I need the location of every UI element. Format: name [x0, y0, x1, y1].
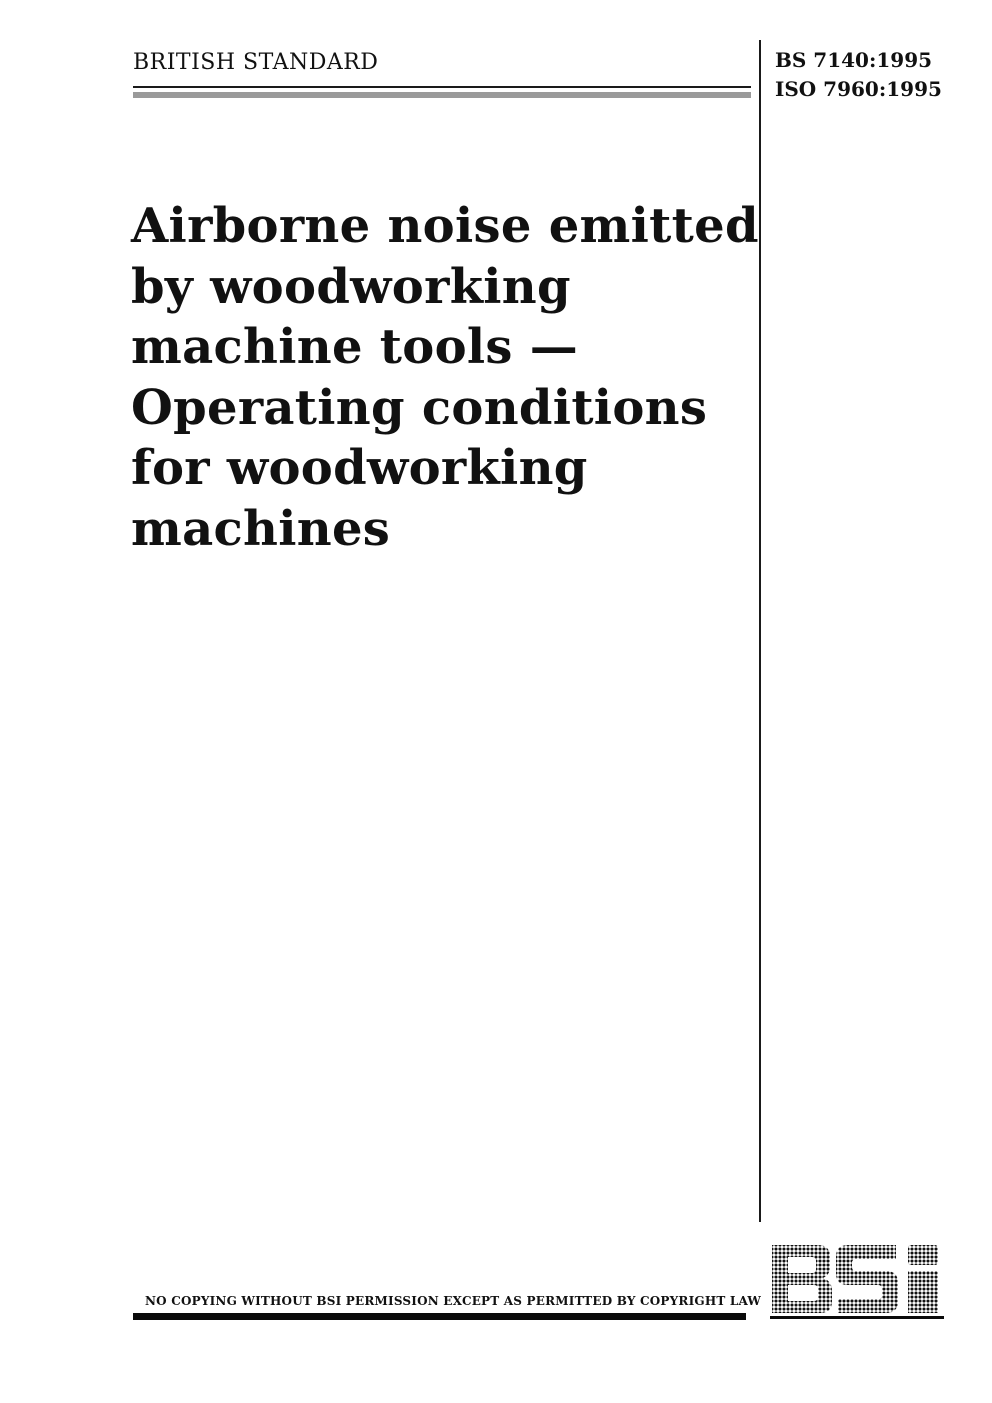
- title-line: Airborne noise emitted: [131, 198, 759, 254]
- vertical-divider: [759, 40, 761, 1222]
- bsi-logo-icon: [770, 1243, 944, 1315]
- bs-number: BS 7140:1995: [775, 48, 933, 72]
- standard-numbers: [775, 46, 942, 104]
- document-title: [131, 196, 759, 559]
- header-rule-grey: [133, 92, 751, 98]
- series-label: BRITISH STANDARD: [133, 50, 379, 75]
- title-line: machines: [131, 500, 391, 557]
- header-rule-thin: [133, 86, 751, 88]
- logo-rule: [770, 1316, 944, 1319]
- title-line: by woodworking: [131, 258, 571, 315]
- title-line: machine tools —: [131, 319, 579, 375]
- iso-number: ISO 7960:1995: [775, 77, 942, 101]
- copyright-notice: NO COPYING WITHOUT BSI PERMISSION EXCEPT AS PERMITTED BY COPYRIGHT LAW: [145, 1294, 762, 1308]
- title-line: for woodworking: [131, 440, 588, 496]
- footer-rule: [133, 1313, 746, 1320]
- title-line: Operating conditions: [131, 379, 708, 436]
